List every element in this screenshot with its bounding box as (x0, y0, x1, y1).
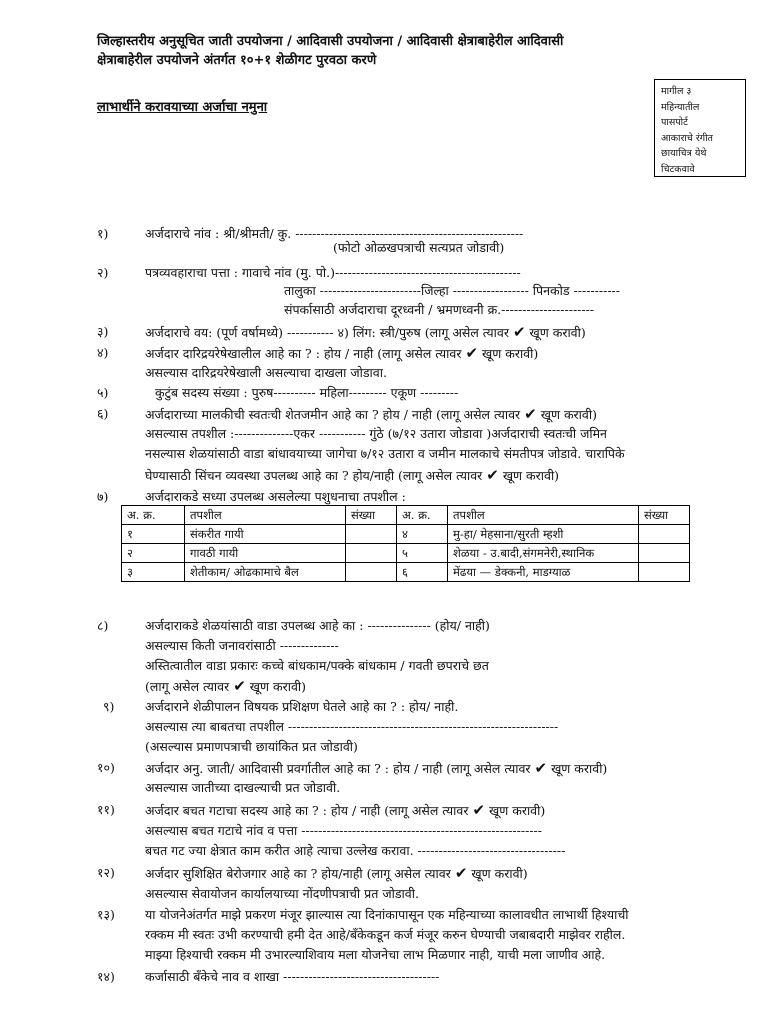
photo-box-line: मागील ३ (661, 86, 692, 97)
form-line-text: अर्जदार बचत गटाचा सदस्य आहे का ? : होय / नाही (लागू असेल त्यावर (145, 803, 469, 818)
form-line (145, 885, 419, 902)
form-line-text: या योजनेअंतर्गत माझे प्रकरण मंजूर झाल्यास त्या दिनांकापासून एक महिन्याच्या कालावधीत लाभार्थी हिश्याची (145, 907, 629, 922)
form-line-text: (फोटो ओळखपत्राची सत्यप्रत जोडावी) (333, 240, 505, 255)
form-line (145, 718, 558, 735)
table-cell (346, 563, 397, 582)
form-line-text: अर्जदाराकडे शेळयांसाठी वाडा उपलब्ध आहे का : --------------- (होय/ नाही) (145, 618, 490, 633)
form-line-text: घेण्यासाठी सिंचन व्यवस्था उपलब्ध आहे का ? होय/नाही (लागू असेल त्यावर (145, 468, 483, 483)
table-cell: २ (122, 544, 185, 563)
form-line-text: अर्जदार अनु. जाती/ आदिवासी प्रवर्गातील आहे का ? : होय / नाही (लागू असेल त्यावर (145, 761, 531, 776)
form-line-text: (असल्यास प्रमाणपत्राची छायांकित प्रत जोडावी) (145, 739, 358, 754)
livestock-table (121, 505, 690, 582)
table-cell: ४ (397, 525, 448, 544)
item-number: १३) (97, 907, 115, 922)
photo-placeholder-box (654, 79, 746, 177)
check-mark-icon: ✔ (233, 677, 246, 695)
item-number: ८) (97, 618, 109, 633)
check-mark-icon: ✔ (454, 864, 468, 882)
form-line (145, 445, 625, 462)
table-cell (346, 525, 397, 544)
form-line-text: अर्जदाराने शेळीपालन विषयक प्रशिक्षण घेतले आहे का ? : होय/ नाही. (145, 699, 459, 714)
table-cell: ३ (122, 563, 185, 582)
table-row (122, 563, 690, 582)
table-cell (639, 525, 690, 544)
table-header-cell: अ. क्र. (122, 506, 185, 525)
form-line-text: असल्यास बचत गटाचे नांव व पत्ता --------------------------------------------------------- (145, 823, 543, 838)
form-line-text: कुटुंब सदस्य संख्या : पुरुष---------- महिला--------- एकूण --------- (155, 385, 459, 400)
photo-box-line: पासपोर्ट (661, 117, 688, 128)
form-line-text: असल्यास जातीच्या दाखल्याची प्रत जोडावी. (145, 780, 341, 795)
check-mark-icon: ✔ (524, 405, 537, 423)
photo-box-line: छायाचित्र येथे (661, 148, 707, 159)
form-line-text: कर्जासाठी बँकेचे नाव व शाखा ------------------------------------- (145, 969, 440, 984)
item-number: १०) (97, 760, 115, 775)
item-number: १) (97, 226, 109, 241)
form-line (145, 364, 387, 381)
photo-box-line: महिन्यातील (661, 101, 700, 113)
form-line (145, 264, 521, 281)
item-number: ११) (97, 802, 115, 817)
form-line-tail: खूण करावी) (551, 761, 608, 776)
item-number: ७) (97, 489, 109, 504)
form-line-text: अर्जदार दारिद्रयरेषेखालील आहे का ? : होय / नाही (लागू असेल त्यावर (145, 346, 462, 361)
form-line (145, 657, 489, 674)
table-row (122, 544, 690, 563)
check-mark-icon: ✔ (534, 759, 548, 777)
form-line (145, 759, 607, 777)
form-line-text: अर्जदाराकडे सध्या उपलब्ध असलेल्या पशुधनाचा तपशील : (145, 489, 406, 504)
form-line-text: पत्रव्यवहाराचा पत्ता : गावाचे नांव (मु. पो.)-------------------------------------------- (145, 265, 521, 280)
form-line (145, 779, 340, 796)
form-line-tail: खूण करावी) (502, 468, 560, 483)
table-header-cell: संख्या (346, 506, 397, 525)
check-mark-icon: ✔ (465, 344, 479, 362)
table-cell: शेतीकाम/ ओढकामाचे बैल (185, 563, 346, 582)
form-line-text: असल्यास किती जनावरांसाठी -------------- (145, 638, 339, 653)
form-line-text: अर्जदाराच्या मालकीची स्वतःची शेतजमीन आहे का ? होय / नाही (लागू असेल त्यावर (145, 407, 521, 422)
form-line (145, 738, 358, 755)
form-line-tail: खूण करावी) (471, 866, 528, 881)
item-number: ४) (97, 345, 109, 360)
form-line (145, 344, 538, 362)
form-line (155, 384, 458, 401)
form-line-text: अस्तित्वातील वाडा प्रकारः कच्चे बांधकाम/पक्के बांधकाम / गवती छपराचे छत (145, 658, 489, 673)
table-cell: मेंढया — डेक्कनी, माडग्याळ (448, 563, 639, 582)
item-number: १२) (97, 865, 115, 880)
item-number: ५) (97, 385, 109, 400)
check-mark-icon: ✔ (486, 466, 499, 484)
form-line (284, 301, 594, 318)
form-line (145, 968, 439, 985)
form-subtitle: लाभार्थीने करावयाच्या अर्जाचा नमुना (97, 100, 268, 115)
form-line (145, 637, 339, 654)
table-cell (639, 544, 690, 563)
form-line-text: (लागू असेल त्यावर (145, 679, 230, 694)
table-header-cell: तपशील (448, 506, 639, 525)
form-line (145, 842, 565, 859)
form-line (145, 926, 625, 943)
form-line (145, 822, 542, 839)
form-line (145, 906, 629, 923)
photo-box-line: चिटकवावे (661, 163, 695, 175)
table-row (122, 525, 690, 544)
item-number: ९) (103, 699, 115, 714)
form-line-text: बचत गट ज्या क्षेत्रात काम करीत आहे त्याचा उल्लेख करावा. ----------------------------------- (145, 843, 566, 858)
form-line-text: अर्जदार सुशिक्षित बेरोजगार आहे का ? होय/नाही (लागू असेल त्यावर (145, 866, 451, 881)
item-number: २) (97, 265, 109, 280)
form-line-text: असल्यास त्या बाबतचा तपशील ---------------------------------------------------------------- (145, 719, 559, 734)
document-title-line-1: जिल्हास्तरीय अनुसूचित जाती उपयोजना / आदिवासी उपयोजना / आदिवासी क्षेत्राबाहेरील आदिवासी (97, 34, 564, 49)
table-header-cell: अ. क्र. (397, 506, 448, 525)
form-line (145, 698, 458, 715)
document-title-line-2: क्षेत्राबाहेरील उपयोजने अंतर्गत १०+१ शेळीगट पुरवठा करणे (97, 53, 377, 68)
form-line (145, 946, 605, 963)
photo-box-line: आकाराचे रंगीत (661, 132, 713, 144)
form-line-text: संपर्कासाठी अर्जदाराचा दूरध्वनी / भ्रमणध्वनी क्र.---------------------- (284, 302, 595, 317)
item-number: ३) (97, 324, 109, 339)
form-line-text: माझ्या हिश्याची रक्कम मी उभारल्याशिवाय मला योजनेचा लाभ मिळणार नाही, याची मला जाणीव आहे. (145, 947, 606, 962)
form-line-text: नसल्यास शेळयांसाठी वाडा बांधावयाच्या जागेचा ७/१२ उतारा व जमीन मालकाचे संमतीपत्र जोडावे. चारापिके (145, 446, 625, 461)
form-line-text: असल्यास सेवायोजन कार्यालयाच्या नोंदणीपत्राची प्रत जोडावी. (145, 886, 419, 901)
table-header-cell: तपशील (185, 506, 346, 525)
table-cell: मु-हा/ मेहसाना/सुरती म्हशी (448, 525, 639, 544)
form-line (145, 466, 559, 484)
table-cell: ५ (397, 544, 448, 563)
form-line-text: असल्यास तपशील :--------------एकर ----------- गुंठे (७/१२ उतारा जोडावा )अर्जदाराची स्वतःची जमिन (145, 426, 607, 441)
check-mark-icon: ✔ (472, 801, 486, 819)
item-number: ६) (97, 406, 109, 421)
form-line-tail: खूण करावी) (540, 407, 597, 422)
form-line-text: असल्यास दारिद्रयरेषेखाली असल्याचा दाखला जोडावा. (145, 365, 387, 380)
form-line (145, 488, 406, 505)
check-mark-icon: ✔ (512, 323, 526, 341)
form-line-tail: खूण करावी) (482, 346, 539, 361)
table-cell: ६ (397, 563, 448, 582)
form-line (145, 425, 607, 442)
form-line (145, 617, 490, 634)
table-cell: गावठी गायी (185, 544, 346, 563)
form-line (333, 239, 504, 256)
form-line (284, 282, 620, 299)
form-line-tail: खूण करावी) (489, 803, 546, 818)
form-line-text: अर्जदाराचे वय: (पूर्ण वर्षामध्ये) ----------- ४) लिंग: स्त्री/पुरुष (लागू असेल त्यावर (145, 325, 509, 340)
table-cell: शेळया - उ.बादी,संगमनेरी,स्थानिक (448, 544, 639, 563)
form-line-tail: खूण करावी) (529, 325, 586, 340)
form-line (145, 801, 545, 819)
table-cell (346, 544, 397, 563)
form-line (145, 864, 528, 882)
table-cell: १ (122, 525, 185, 544)
form-line-text: रक्कम मी स्वतः उभी करण्याची हमी देत आहे/बँकेकडून कर्ज मंजूर करुन घेण्याची जबाबदारी माझेवर राहील. (145, 927, 626, 942)
table-header-row (122, 506, 690, 525)
item-number: १४) (97, 969, 115, 984)
form-line (145, 677, 306, 695)
form-line-text: अर्जदाराचे नांव : श्री/श्रीमती/ कु. ------------------------------------------------------ (145, 226, 524, 241)
form-line (145, 405, 597, 423)
form-line-tail: खूण करावी) (249, 679, 307, 694)
table-cell (639, 563, 690, 582)
table-cell: संकरीत गायी (185, 525, 346, 544)
form-line (145, 323, 586, 341)
table-header-cell: संख्या (639, 506, 690, 525)
form-line-text: तालुका ------------------------जिल्हा ------------------ पिनकोड ----------- (284, 283, 620, 298)
